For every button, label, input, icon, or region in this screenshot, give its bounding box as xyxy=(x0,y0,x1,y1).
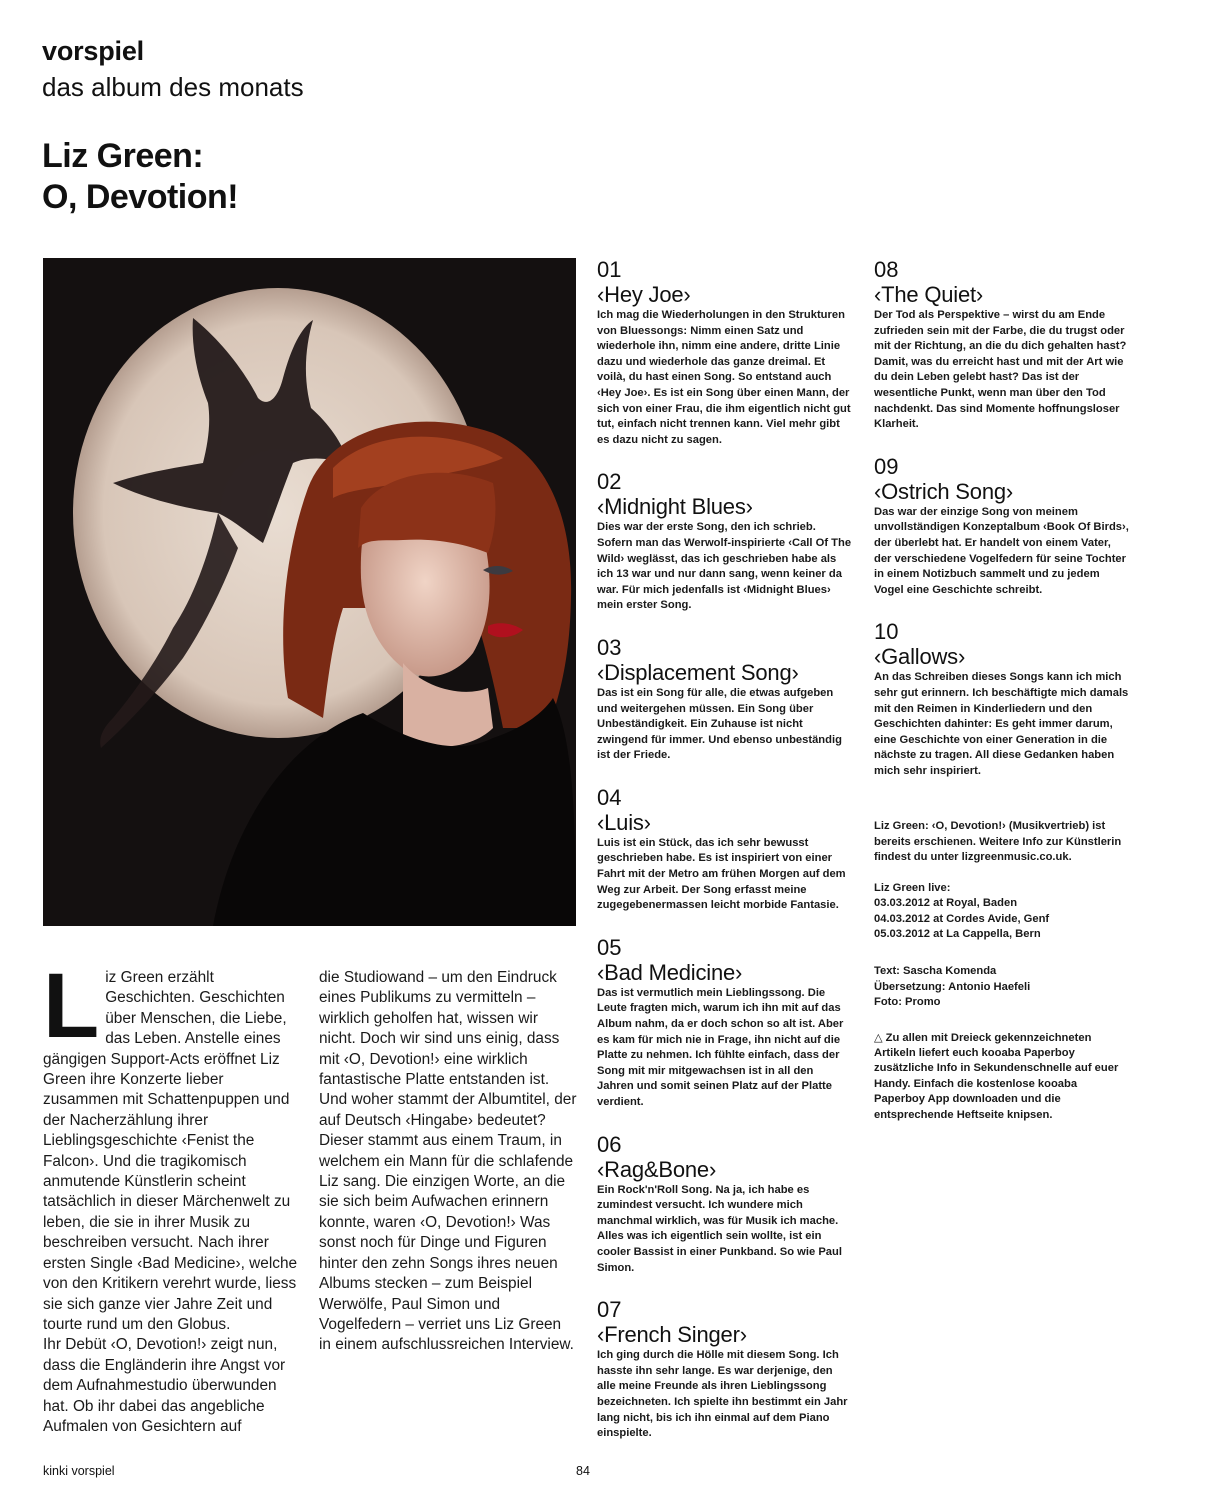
live-date: 03.03.2012 at Royal, Baden xyxy=(874,897,1018,910)
tracklist-column-1 xyxy=(597,258,852,1464)
credit-line: Text: Sascha Komenda xyxy=(874,965,997,978)
track-title: ‹Ostrich Song› xyxy=(874,478,1014,504)
track-number: 09 xyxy=(874,453,899,479)
headline-line-1: Liz Green: xyxy=(42,137,204,175)
credits xyxy=(874,964,1129,1010)
track-title: ‹Hey Joe› xyxy=(597,282,691,307)
live-heading: Liz Green live: xyxy=(874,881,951,894)
track-title: ‹Luis› xyxy=(597,809,651,835)
kicker: vorspiel xyxy=(42,36,144,66)
track-item xyxy=(597,470,852,614)
release-info: Liz Green: ‹O, Devotion!› (Musikvertrieb) ist bereits erschienen. Weitere Info zur Künstlerin findest du unter lizgreenmusic.co.uk. xyxy=(874,820,1122,864)
live-date: 04.03.2012 at Cordes Avide, Genf xyxy=(874,912,1050,925)
track-text: An das Schreiben dieses Songs kann ich mich sehr gut erinnern. Ich beschäftigte mich damals mit den Reimen in Kinderliedern und den Geschichten dahinter: Es geht immer darum, eine Geschichte von einer Generation in die nächste zu tragen. All diese Gedanken haben mich sehr inspiriert. xyxy=(874,671,1129,777)
article-column-2 xyxy=(319,968,577,1356)
triangle-icon: △ xyxy=(874,1031,883,1044)
track-item xyxy=(597,258,852,448)
credit-line: Übersetzung: Antonio Haefeli xyxy=(874,980,1031,993)
track-number: 01 xyxy=(597,257,622,282)
track-text: Das ist vermutlich mein Lieblingssong. Die Leute fragten mich, warum ich ihn mit auf das Album nahm, da er doch schon so alt ist. Aber es kam für mich nie in Frage, ihn nicht auf die Platte zu nehmen. Ich fühlte einfach, dass der Song mit mir mitgewachsen ist in all den Jahren und somit seinen Platz auf der Platte verdient. xyxy=(597,986,844,1108)
track-text: Ich mag die Wiederholungen in den Strukturen von Bluessongs: Nimm einen Satz und wiederhole ihn, nimm eine andere, dritte Linie dazu und wiederhole das ganze dreimal. Et voilà, du hast einen Song. So entstand auch ‹Hey Joe›. Es ist ein Song über einen Mann, der sich von einer Frau, die ihm eigentlich nicht gut tut, einfach nicht trennen kann. Viel mehr gibt es dazu nicht zu sagen. xyxy=(597,309,851,446)
track-item xyxy=(597,636,852,764)
paperboy-note-text: Zu allen mit Dreieck gekennzeichneten Artikeln liefert euch kooaba Paperboy zusätzliche Info in Sekundenschnelle auf euer Handy. Einfach die kostenlose kooaba Paperboy App downloaden und die entsprechende Heftseite knipsen. xyxy=(874,1031,1119,1121)
headline xyxy=(42,136,238,218)
track-title: ‹The Quiet› xyxy=(874,282,984,307)
track-item xyxy=(874,258,1129,433)
track-title: ‹Gallows› xyxy=(874,644,966,670)
page-number: 84 xyxy=(576,1464,590,1478)
track-text: Dies war der erste Song, den ich schrieb. Sofern man das Werwolf-inspirierte ‹Call Of The Wild› weglässt, das ich geschrieben habe als ich 13 war und nur dann sang, wenn keiner da war. Für mich jedenfalls ist ‹Midnight Blues› mein erster Song. xyxy=(597,521,852,612)
track-text: Das war der einzige Song von meinem unvollständigen Konzeptalbum ‹Book Of Birds›, der überlebt hat. Er handelt von einem Vater, der verschiedene Vogelfedern für seine Tochter in einem Notizbuch sammelt und zu jedem Vogel eine Geschichte schreibt. xyxy=(874,505,1129,596)
track-item xyxy=(597,936,852,1111)
track-title: ‹Displacement Song› xyxy=(597,659,799,685)
track-item xyxy=(597,1133,852,1277)
article-paragraph: iz Green erzählt Geschichten. Geschichten über Menschen, die Liebe, das Leben. Anstelle eines gängigen Support-Acts eröffnet Liz Green ihre Konzerte lieber zusammen mit Schattenpuppen und der Nacherzählung ihrer Lieblingsgeschichte ‹Fenist the Falcon›. Und die tragikomisch anmutende Künstlerin scheint tatsächlich in dieser Märchenwelt zu leben, die sie in ihrer Musik zu beschreiben versucht. Nach ihrer ersten Single ‹Bad Medicine›, welche von den Kritikern verehrt wurde, liess sie sich ganze vier Jahre Zeit und tourte rund um den Globus. xyxy=(43,969,298,1333)
track-text: Der Tod als Perspektive – wirst du am Ende zufrieden sein mit der Farbe, die du trugst oder mit der Richtung, an die du dich gehalten hast? Damit, was du erreicht hast und mit der Art wie du dein Leben gelebt hast? Das ist der wesentliche Punkt, wenn man über den Tod nachdenkt. Das sind Momente hoffnungsloser Klarheit. xyxy=(874,309,1127,431)
dropcap: L xyxy=(43,955,100,1057)
credit-line: Foto: Promo xyxy=(874,996,941,1009)
track-number: 06 xyxy=(597,1131,622,1157)
live-dates xyxy=(874,881,1129,943)
track-title: ‹Rag&Bone› xyxy=(597,1156,717,1182)
track-item xyxy=(874,620,1129,779)
track-number: 10 xyxy=(874,619,899,645)
track-item xyxy=(597,786,852,914)
track-number: 08 xyxy=(874,257,899,282)
article-paragraph: die Studiowand – um den Eindruck eines Publikums zu vermitteln – wirklich geholfen hat, wissen wir nicht. Doch wir sind uns einig, dass mit ‹O, Devotion!› eine wirklich fantastische Platte entstanden ist. Und woher stammt der Albumtitel, der auf Deutsch ‹Hingabe› bedeutet? Dieser stammt aus einem Traum, in welchem ein Mann für die schlafende Liz sang. Die einzigen Worte, an die sie sich beim Aufwachen erinnern konnte, waren ‹O, Devotion!› Was sonst noch für Dinge und Figuren hinter den zehn Songs ihres neuen Albums stecken – zum Beispiel Werwölfe, Paul Simon und Vogelfedern – verriet uns Liz Green in einem aufschlussreichen Interview. xyxy=(319,969,577,1354)
paperboy-note xyxy=(874,1031,1129,1123)
article-paragraph: Ihr Debüt ‹O, Devotion!› zeigt nun, dass die Engländerin ihre Angst vor dem Aufnahmestudio überwunden hat. Ob ihr dabei das angebliche Aufmalen von Gesichtern auf xyxy=(43,1336,286,1435)
track-number: 05 xyxy=(597,934,622,960)
artist-photo xyxy=(43,258,576,926)
track-number: 07 xyxy=(597,1297,622,1323)
track-title: ‹Bad Medicine› xyxy=(597,959,743,985)
footer-section: kinki vorspiel xyxy=(43,1464,115,1478)
track-title: ‹Midnight Blues› xyxy=(597,494,753,520)
tracklist-column-2 xyxy=(874,258,1129,1123)
track-number: 04 xyxy=(597,784,622,810)
track-text: Das ist ein Song für alle, die etwas aufgeben und weitergehen müssen. Ein Song über Unbeständigkeit. Ein Zuhause ist nicht zwingend für immer. Und ebenso unbeständig ist der Friede. xyxy=(597,686,842,762)
subkicker: das album des monats xyxy=(42,72,304,102)
track-item xyxy=(597,1298,852,1442)
track-title: ‹French Singer› xyxy=(597,1322,747,1348)
article-column-1 xyxy=(43,955,299,1437)
track-number: 03 xyxy=(597,634,622,660)
track-text: Luis ist ein Stück, das ich sehr bewusst geschrieben habe. Es ist inspiriert von einer Fahrt mit der Metro am frühen Morgen auf dem Weg zur Arbeit. Der Song erfasst meine zugegebenermassen leicht morbide Fantasie. xyxy=(597,836,846,912)
live-date: 05.03.2012 at La Cappella, Bern xyxy=(874,927,1041,940)
track-item xyxy=(874,455,1129,599)
track-text: Ein Rock'n'Roll Song. Na ja, ich habe es zumindest versucht. Ich wundere mich manchmal wirklich, was für Musik ich mache. Alles was ich eigentlich sein wollte, ist ein cooler Bassist in einer Punkband. So wie Paul Simon. xyxy=(597,1183,842,1274)
headline-line-2: O, Devotion! xyxy=(42,178,239,216)
track-text: Ich ging durch die Hölle mit diesem Song. Ich hasste ihn sehr lange. Es war derjenige, den alle meine Freunde als ihren Lieblingssong bezeichneten. Ich spielte ihn bestimmt ein Jahr lang nicht, bis ich ihn einmal auf dem Piano einspielte. xyxy=(597,1349,848,1440)
track-number: 02 xyxy=(597,469,622,495)
